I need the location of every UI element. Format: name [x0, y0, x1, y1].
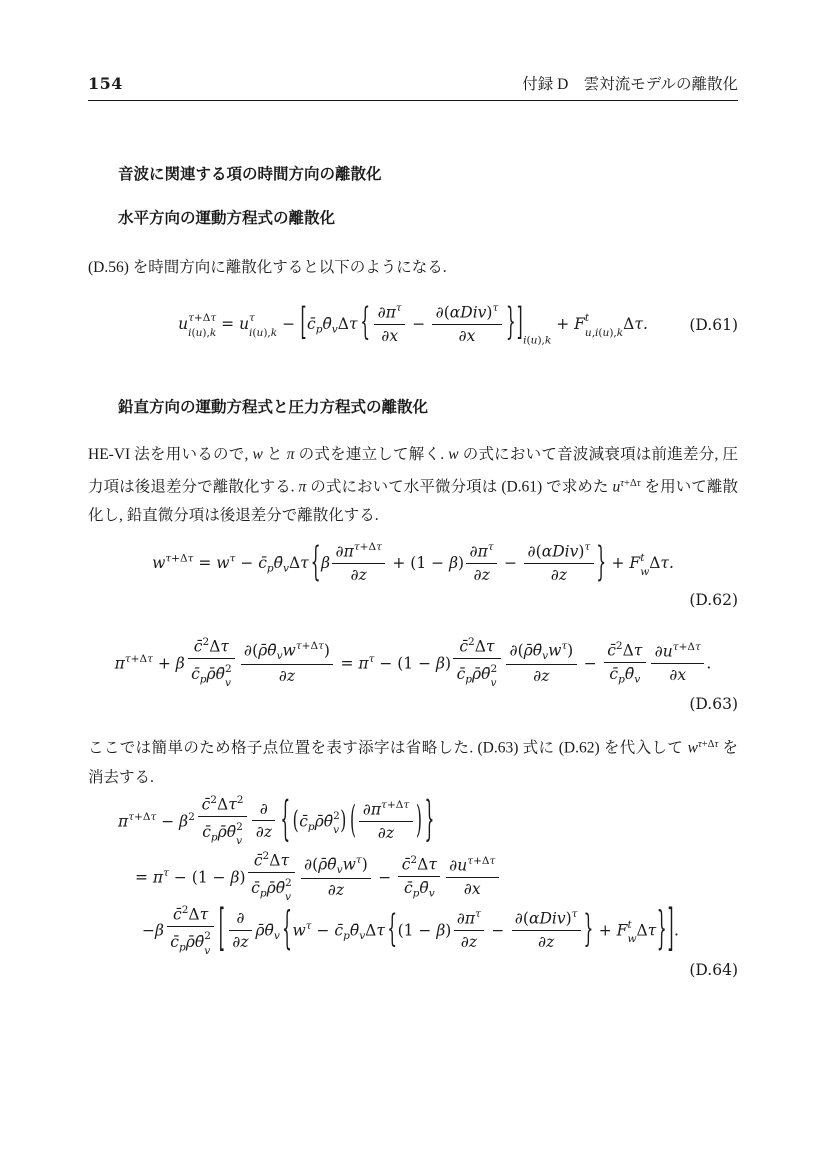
paragraph-hevi-method: HE-VI 法を用いるので, w と π の式を連立して解く. w の式において音波減衰項は前進差分, 圧力項は後退差分で離散化する. π の式において水平微分項は (D.61) で求めた $u^{\tau+\Delta\tau}$ を用いて離散化し, 鉛直微分項は後退差分で離散化する. — [88, 446, 738, 525]
equation-number-d62: (D.62) — [689, 591, 738, 610]
equation-d61 — [88, 296, 738, 354]
subsection-heading-horizontal-momentum: 水平方向の運動方程式の離散化 — [118, 210, 336, 227]
running-header — [88, 72, 738, 101]
running-header-title: 付録 D 雲対流モデルの離散化 — [522, 76, 738, 93]
equation-d63 — [88, 634, 738, 694]
equation-number-d61: (D.61) — [689, 316, 738, 334]
section-heading-sound-wave-terms: 音波に関連する項の時間方向の離散化 — [118, 166, 382, 183]
page-number: 154 — [88, 74, 123, 93]
equation-d64-line3-math: −β c̄$^2$Δτ $c̄_p\rhō\thetā$ 2 v [ ∂ ∂z $\rhō\thetā_v$ {$w^\tau$ − $c̄_p\thetā_v\Delta\tau$ {(1 − β) $\frac{\partial\pi^\tau}{\partial z}$ − $\partial(\alpha Div)^\tau$ ∂z } + F t w Δτ}]. — [142, 899, 679, 958]
equation-d64-line1 — [118, 792, 738, 852]
equation-d61-math: u τ+Δτ i(u),k = u τ i(u),k − [$c̄_p\thetā_v\Delta\tau$ { $\frac{\partial\pi^\tau}{\partial x}$ − $\partial(\alpha Div)^\tau$ ∂x }]$_{i(u),k} + F$ t u,i(u),k Δτ. — [178, 300, 648, 347]
equation-d63-math: $\pi^{\tau+\Delta\tau} + \beta$ c̄$^2$Δτ $c̄_p\rhō\thetā$ 2 v $\partial(\rhō\thetā_vw^{\tau+\Delta\tau})$ ∂z = $\pi^\tau - (1 - \beta)$ c̄$^2$Δτ $c̄_p\rhō\thetā$ 2 v $\partial(\rhō\thetā_vw^\tau)$ ∂z − $\frac{c̄^2\Delta\tau}{c̄_p\thetā_v}$ $\frac{\partial u^{\tau+\Delta\tau}}{\partial x}$ . — [114, 636, 712, 690]
equation-d64-line2-math: = $\pi^\tau - (1 - \beta)$ c̄$^2$Δτ $c̄_p\rhō\thetā$ 2 v $\partial(\rhō\thetā_vw^\tau)$ ∂z − $\frac{c̄^2\Delta\tau}{c̄_p\thetā_v}$ $\frac{\partial u^{\tau+\Delta\tau}}{\partial x}$ — [135, 852, 501, 905]
paragraph-subscript-note: ここでは簡単のため格子点位置を表す添字は省略した. (D.63) 式に (D.62) を代入して $w^{\tau+\Delta\tau}$ を消去する. — [88, 739, 738, 786]
equation-d64-line2 — [135, 852, 738, 905]
equation-d62 — [88, 536, 738, 592]
equation-number-d63: (D.63) — [689, 695, 738, 714]
equation-d64-line1-math: $\pi^{\tau+\Delta\tau} - \beta^2$ $c̄^2\Delta\tau^2$ $c̄_p\rhō\thetā$ 2 v ∂ ∂z { ($c̄_p\rhō\thetā$ 2 v ) ( $\frac{\partial\pi^{\tau+\Delta\tau}}{\partial z}$ ) } — [118, 792, 435, 848]
equation-d62-math: $w^{\tau+\Delta\tau} = w^\tau$ − $c̄_p\thetā_v\Delta\tau$ {β $\frac{\partial\pi^{\tau+\Delta\tau}}{\partial z}$ + (1 − β) $\frac{\partial\pi^\tau}{\partial z}$ − $\partial(\alpha Div)^\tau$ ∂z } + F t w Δτ. — [152, 537, 674, 585]
subsection-heading-vertical-momentum-pressure: 鉛直方向の運動方程式と圧力方程式の離散化 — [118, 399, 429, 416]
equation-number-d64: (D.64) — [689, 961, 738, 980]
text-column — [88, 0, 738, 980]
paragraph-d56-intro: (D.56) を時間方向に離散化すると以下のようになる. — [88, 259, 447, 276]
equation-d64-line3 — [142, 899, 738, 958]
